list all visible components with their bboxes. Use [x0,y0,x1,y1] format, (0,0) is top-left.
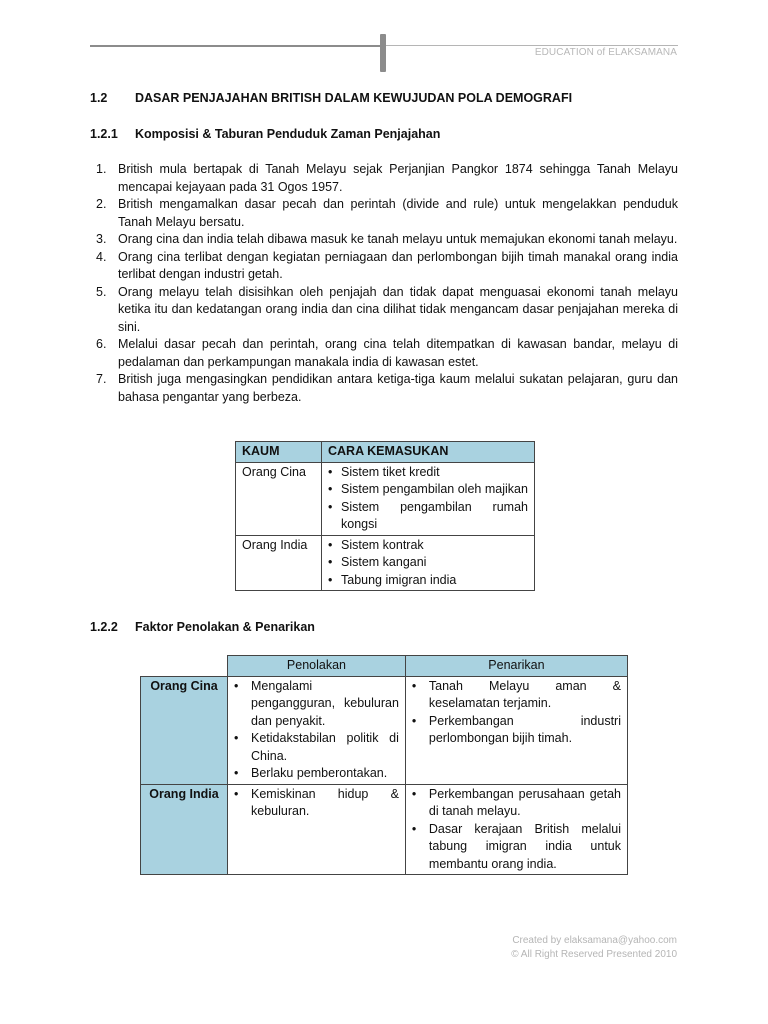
section-number: 1.2 [90,91,108,105]
table-row [141,676,628,784]
list-item: 1. British mula bertapak di Tanah Melayu sejak Perjanjian Pangkor 1874 sehingga Tanah Melayu mencapai kejayaan pada 31 Ogos 1957. [96,162,678,194]
corner-cell [141,656,228,677]
row-label-orang-india: Orang India [141,784,228,875]
subsection-title: Faktor Penolakan & Penarikan [135,620,315,634]
column-header-penolakan: Penolakan [228,656,406,677]
bullet-item: • Mengalami pengangguran, kebuluran dan penyakit. [234,678,399,728]
column-header-penarikan: Penarikan [405,656,627,677]
table-row [236,535,535,591]
header-rule-marker [380,34,386,72]
header-rule-left [90,45,380,47]
bullet-item: • Perkembangan perusahaan getah di tanah melayu. [411,786,621,818]
footer-created-by: Created by elaksamana@yahoo.com [512,935,677,946]
list-item: 4. Orang cina terlibat dengan kegiatan perniagaan dan perlombongan bijih timah manakal orang india terlibat dengan industri getah. [96,249,678,281]
column-header-kaum: KAUM [236,442,322,463]
bullet-item: • Sistem pengambilan rumah kongsi [328,499,528,531]
bullet-item: • Sistem kontrak [328,537,424,552]
section-title: DASAR PENJAJAHAN BRITISH DALAM KEWUJUDAN POLA DEMOGRAFI [135,91,573,105]
list-item: 5. Orang melayu telah disisihkan oleh penjajah dan tidak dapat menguasai ekonomi tanah melayu ketika itu dan kedatangan orang india dan cina dilihat tidak mengancam dasar penjajahan mereka di sini. [96,284,678,334]
penolakan-cell [228,676,406,784]
header-rule-right [386,45,678,46]
table-row [236,462,535,535]
document-body [90,90,678,406]
kaum-cell: Orang India [236,535,322,591]
table-header-row [141,656,628,677]
bullet-item: • Kemiskinan hidup & kebuluran. [234,786,399,818]
bullet-item: • Sistem tiket kredit [328,464,440,479]
subsection-number: 1.2.1 [90,126,118,141]
bullet-item: • Sistem kangani [328,555,427,569]
list-item: 3. Orang cina dan india telah dibawa masuk ke tanah melayu untuk memajukan ekonomi tanah melayu. [96,232,678,246]
bullet-item: • Tabung imigran india [328,572,457,587]
kaum-cell: Orang Cina [236,462,322,535]
bullet-item: • Berlaku pemberontakan. [234,766,388,780]
bullet-item: • Dasar kerajaan British melalui tabung imigran india untuk membantu orang india. [411,821,621,871]
header-text: EDUCATION of ELAKSAMANA [534,47,677,58]
subsection-title: Komposisi & Taburan Penduduk Zaman Penjajahan [135,126,441,141]
cara-cell [322,462,535,535]
cara-cell [322,535,535,591]
section-heading [90,90,678,108]
column-header-cara-kemasukan: CARA KEMASUKAN [322,442,535,463]
penarikan-cell [405,784,627,875]
list-item: 7. British juga mengasingkan pendidikan antara ketiga-tiga kaum melalui sukatan pelajaran, guru dan bahasa pengantar yang berbeza. [96,372,678,404]
bullet-item: • Ketidakstabilan politik di China. [234,731,399,763]
list-item: 6. Melalui dasar pecah dan perintah, orang cina telah ditempatkan di kawasan bandar, melayu di pedalaman dan perkampungan manakala india di kawasan estet. [96,337,678,369]
faktor-table [140,655,628,875]
bullet-item: • Tanah Melayu aman & keselamatan terjamin. [411,678,621,710]
subsection-number: 1.2.2 [90,620,118,634]
list-item: 2. British mengamalkan dasar pecah dan perintah (divide and rule) untuk mengelakkan penduduk Tanah Melayu bersatu. [96,197,678,229]
penarikan-cell [405,676,627,784]
subsection-heading-2 [90,620,315,634]
penolakan-cell [228,784,406,875]
bullet-item: • Sistem pengambilan oleh majikan [328,482,528,496]
row-label-orang-cina: Orang Cina [141,676,228,784]
cara-kemasukan-table [235,441,535,591]
bullet-item: • Perkembangan industri perlombongan bijih timah. [411,713,621,745]
numbered-list [90,161,678,406]
table-row [141,784,628,875]
footer-copyright: © All Right Reserved Presented 2010 [511,949,677,960]
subsection-heading-1 [90,126,678,144]
table-header-row [236,442,535,463]
footer [511,934,677,962]
